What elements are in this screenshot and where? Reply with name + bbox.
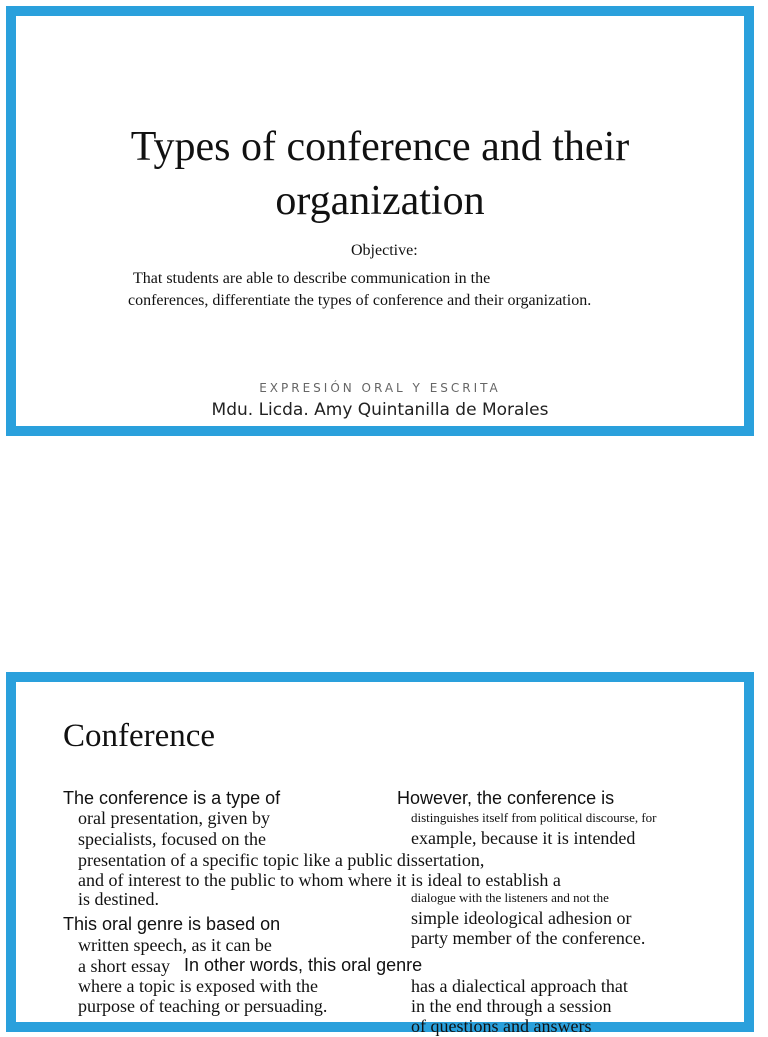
left-text-line: presentation of a specific topic like a public dissertation, bbox=[78, 850, 485, 870]
left-text-line: This oral genre is based on bbox=[63, 914, 281, 934]
slide-title-line-1: Types of conference and their bbox=[130, 124, 630, 170]
left-text-line: and of interest to the public to whom where it is ideal to establish a bbox=[78, 870, 561, 890]
teacher-name: Mdu. Licda. Amy Quintanilla de Morales bbox=[211, 400, 549, 420]
right-text-line: simple ideological adhesion or bbox=[411, 908, 632, 928]
left-text-line: is destined. bbox=[78, 889, 159, 909]
slide-title-line-2: organization bbox=[275, 178, 485, 224]
slide-heading: Conference bbox=[63, 718, 216, 754]
right-text-line: party member of the conference. bbox=[411, 928, 646, 948]
conference-slide bbox=[6, 672, 754, 1036]
objective-label: Objective: bbox=[351, 242, 418, 259]
objective-text-line-1: That students are able to describe communication in the bbox=[133, 270, 491, 287]
left-text-line: purpose of teaching or persuading. bbox=[78, 996, 328, 1016]
right-text-line: example, because it is intended bbox=[411, 828, 636, 848]
title-slide bbox=[6, 6, 754, 436]
right-text-line: However, the conference is bbox=[397, 788, 615, 808]
left-text-line: In other words, this oral genre bbox=[184, 955, 423, 975]
course-name: EXPRESIÓN ORAL Y ESCRITA bbox=[259, 381, 501, 395]
right-text-line: in the end through a session bbox=[411, 996, 612, 1016]
left-text-line: written speech, as it can be bbox=[78, 935, 272, 955]
left-text-line: oral presentation, given by bbox=[78, 808, 270, 828]
left-text-line: specialists, focused on the bbox=[78, 829, 266, 849]
left-text-line: a short essay bbox=[78, 956, 170, 976]
left-text-line: where a topic is exposed with the bbox=[78, 976, 318, 996]
right-text-line: has a dialectical approach that bbox=[411, 976, 628, 996]
right-text-line: dialogue with the listeners and not the bbox=[411, 890, 609, 905]
objective-text-line-2: conferences, differentiate the types of conference and their organization. bbox=[128, 292, 592, 309]
right-text-line: distinguishes itself from political discourse, for bbox=[411, 810, 657, 825]
left-text-line: The conference is a type of bbox=[63, 788, 281, 808]
right-text-line: of questions and answers bbox=[411, 1016, 592, 1036]
